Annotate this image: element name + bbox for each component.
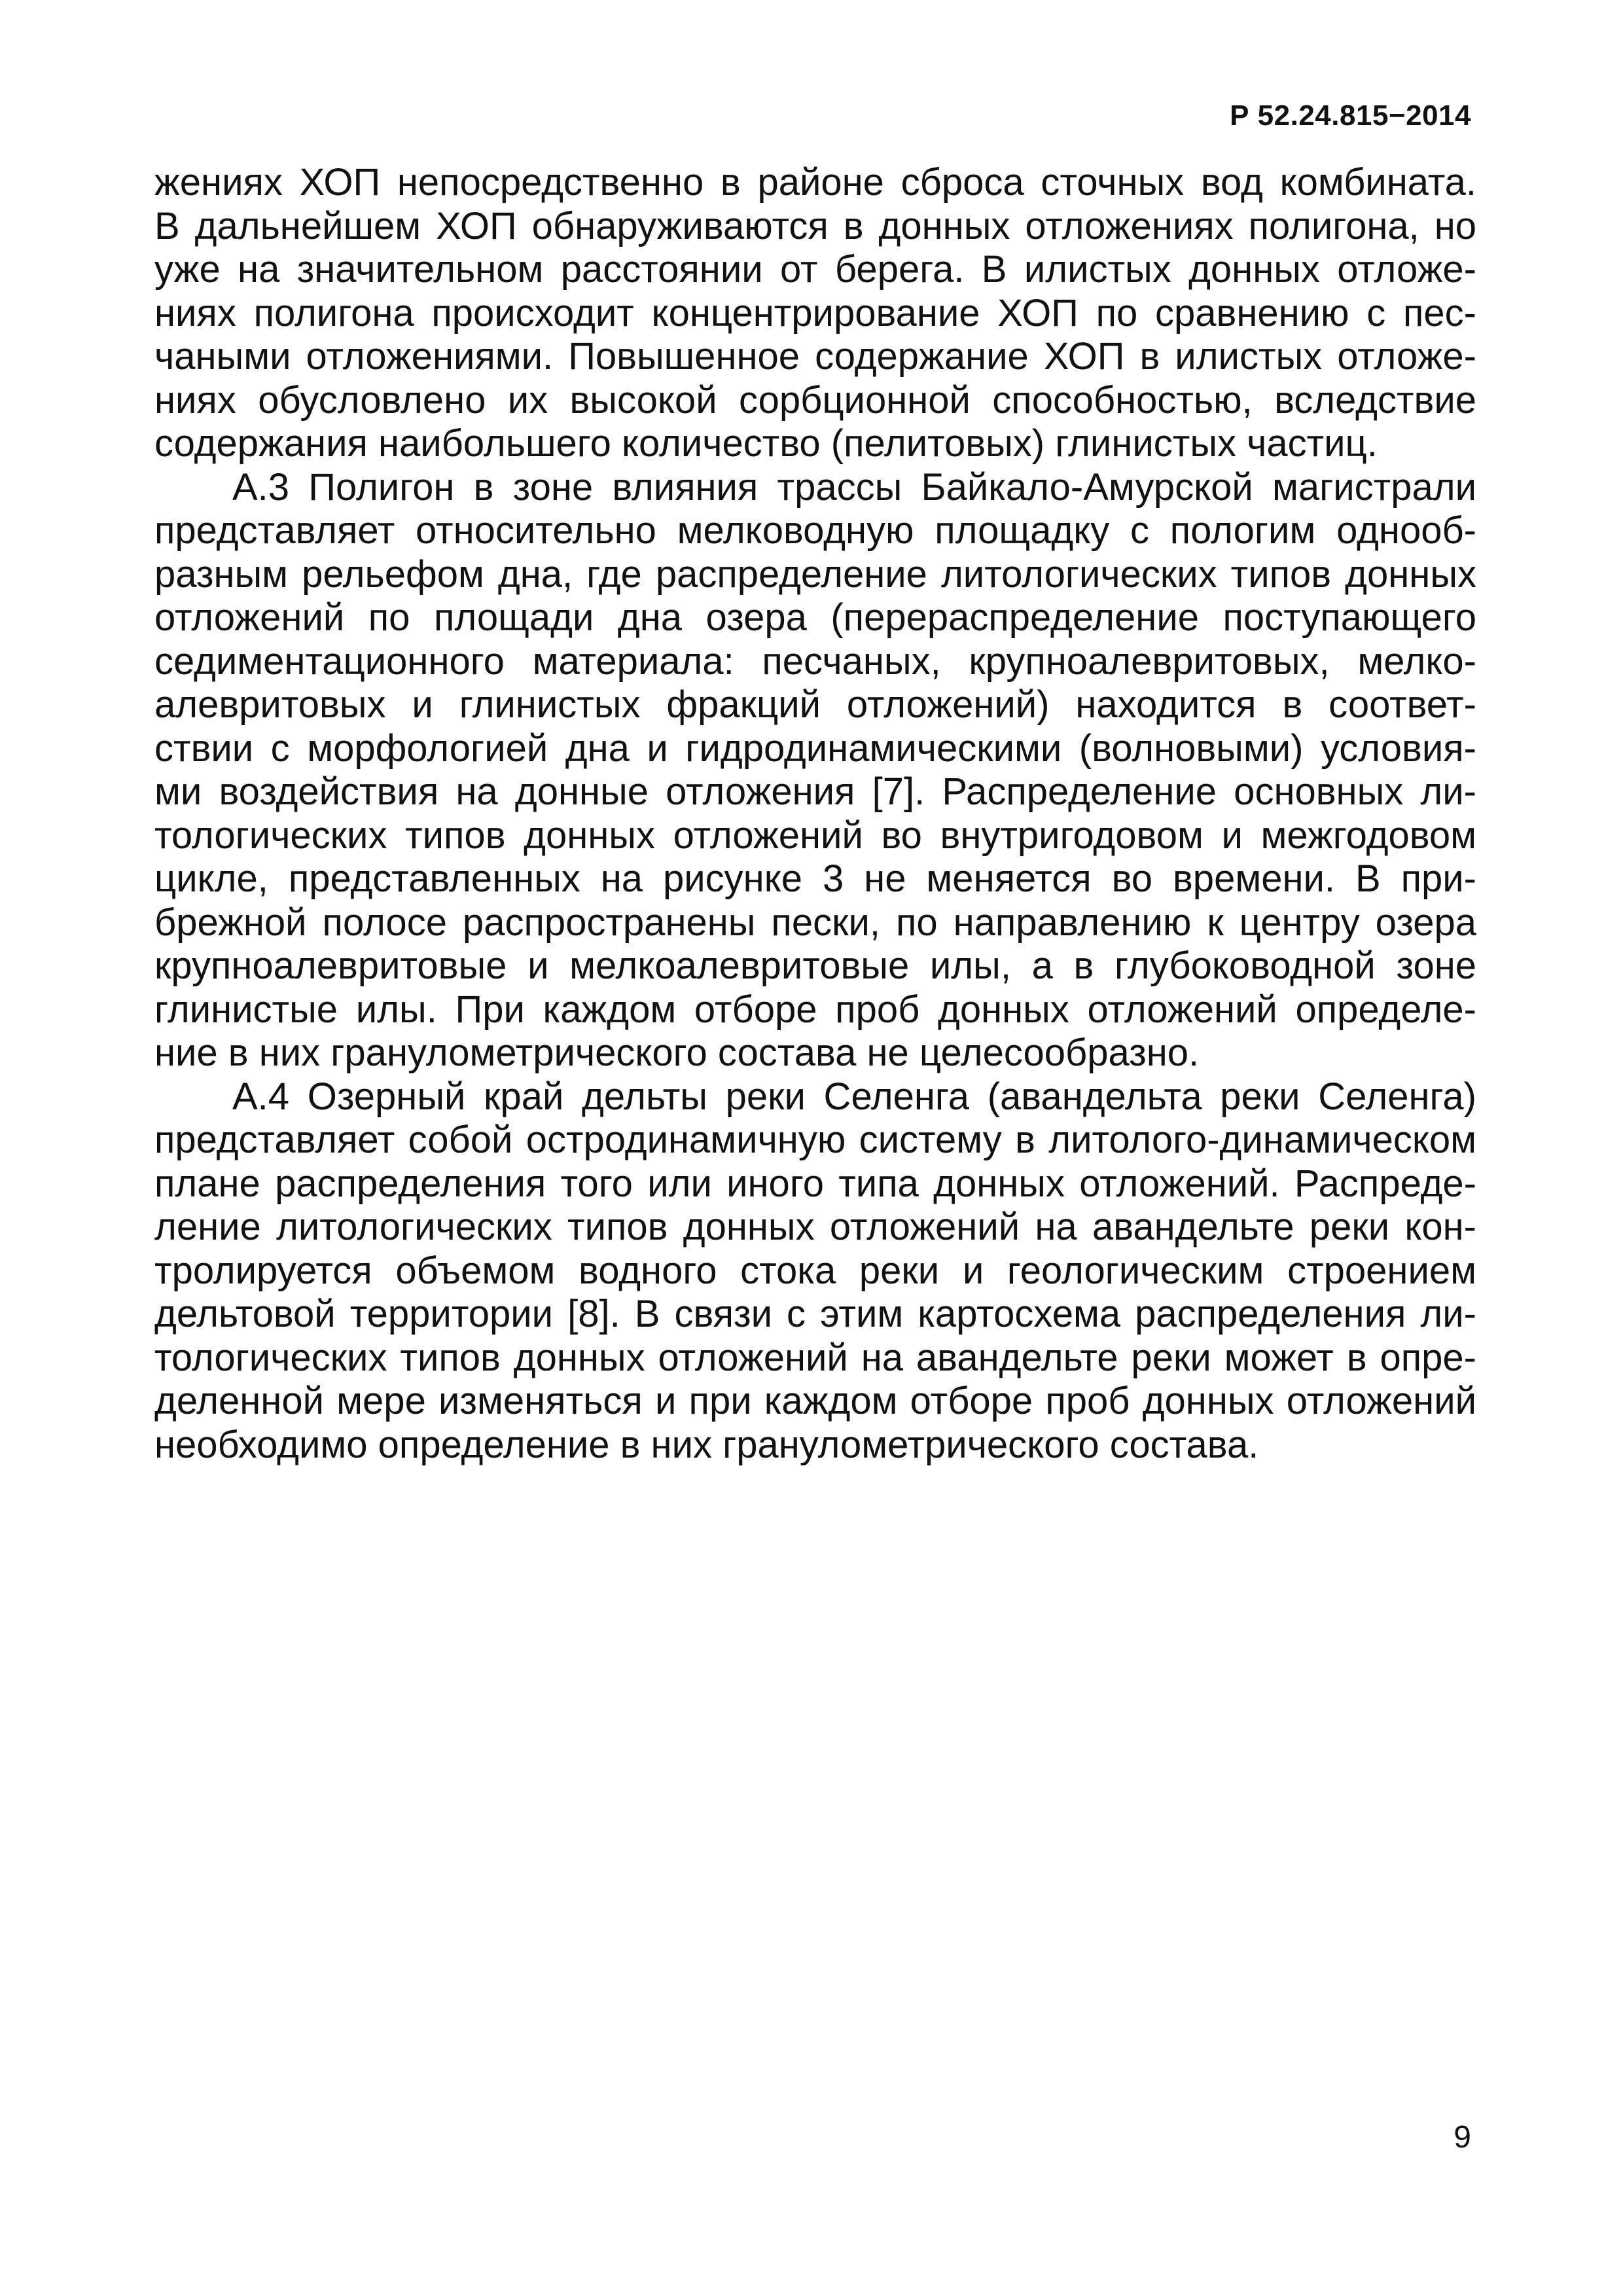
text-line: тологических типов донных отложений на авандельте реки может в опре- [154, 1336, 1476, 1379]
text-line: необходимо определение в них гранулометрического состава. [154, 1423, 1259, 1466]
paragraph [154, 161, 1476, 466]
text-line: седиментационного материала: песчаных, крупноалевритовых, мелко- [154, 639, 1476, 683]
text-line: цикле, представленных на рисунке 3 не меняется во времени. В при- [154, 857, 1476, 900]
text-line: разным рельефом дна, где распределение литологических типов донных [154, 552, 1476, 596]
paragraph [154, 466, 1476, 1075]
text-line: А.3 Полигон в зоне влияния трассы Байкало-Амурской магистрали [232, 465, 1476, 509]
text-line: ление литологических типов донных отложений на авандельте реки кон- [154, 1206, 1476, 1248]
text-line: деленной мере изменяться и при каждом отборе проб донных отложений [154, 1380, 1476, 1422]
text-line: дельтовой территории [8]. В связи с этим картосхема распределения ли- [154, 1293, 1476, 1335]
text-line: А.4 Озерный край дельты реки Селенга (авандельта реки Селенга) [232, 1075, 1476, 1118]
text-line: ниях обусловлено их высокой сорбционной способностью, вследствие [154, 378, 1476, 422]
text-line: ствии с морфологией дна и гидродинамическими (волновыми) условия- [154, 726, 1476, 770]
text-line: ми воздействия на донные отложения [7]. Распределение основных ли- [154, 770, 1476, 813]
text-line: ние в них гранулометрического состава не целесообразно. [154, 1031, 1200, 1074]
text-line: глинистые илы. При каждом отборе проб донных отложений определе- [154, 988, 1476, 1031]
text-line: тролируется объемом водного стока реки и геологическим строением [154, 1249, 1476, 1292]
paragraph [154, 1075, 1476, 1467]
text-line: тологических типов донных отложений во внутригодовом и межгодовом [154, 814, 1476, 857]
text-line: брежной полосе распространены пески, по направлению к центру озера [154, 901, 1476, 944]
text-line: представляет собой остродинамичную систему в литолого-динамическом [154, 1119, 1476, 1161]
text-line: представляет относительно мелководную площадку с пологим однооб- [154, 509, 1476, 552]
text-line: крупноалевритовые и мелкоалевритовые илы, а в глубоководной зоне [154, 944, 1476, 987]
text-line: алевритовых и глинистых фракций отложений) находится в соответ- [154, 683, 1476, 726]
text-line: В дальнейшем ХОП обнаруживаются в донных отложениях полигона, но [154, 204, 1476, 247]
text-line: содержания наибольшего количество (пелитовых) глинистых частиц. [154, 422, 1378, 465]
text-line: плане распределения того или иного типа донных отложений. Распреде- [154, 1162, 1476, 1205]
page-number: 9 [1454, 2120, 1471, 2155]
text-line: чаными отложениями. Повышенное содержание ХОП в илистых отложе- [154, 335, 1476, 378]
document-code: Р 52.24.815−2014 [1230, 99, 1471, 132]
text-line: отложений по площади дна озера (перераспределение поступающего [154, 596, 1476, 639]
text-line: жениях ХОП непосредственно в районе сброса сточных вод комбината. [154, 161, 1476, 204]
body-text [154, 161, 1476, 1467]
text-line: уже на значительном расстоянии от берега. В илистых донных отложе- [154, 248, 1476, 291]
text-line: ниях полигона происходит концентрирование ХОП по сравнению с пес- [154, 291, 1476, 334]
